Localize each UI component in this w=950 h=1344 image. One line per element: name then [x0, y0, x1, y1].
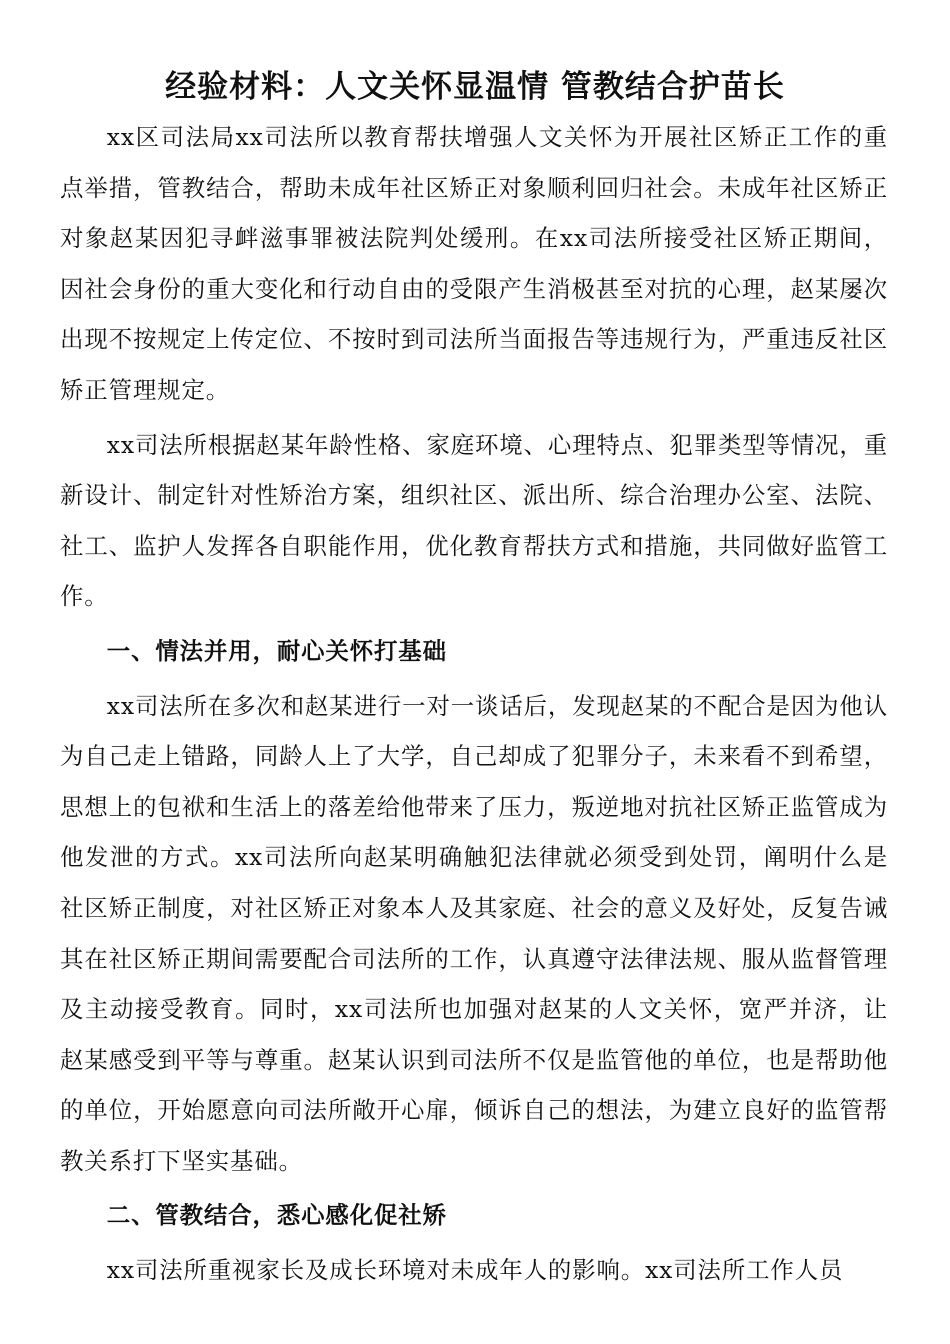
- document-body: [60, 112, 888, 1300]
- section-heading-1: 一、情法并用，耐心关怀打基础: [106, 636, 447, 665]
- paragraph-section-1: xx司法所在多次和赵某进行一对一谈话后，发现赵某的不配合是因为他认为自己走上错路，同龄人上了大学，自己却成了犯罪分子，未来看不到希望，思想上的包袱和生活上的落差给他带来了压力，叛逆地对抗社区矫正监管成为他发泄的方式。xx司法所向赵某明确触犯法律就必须受到处罚，阐明什么是社区矫正制度，对社区矫正对象本人及其家庭、社会的意义及好处，反复告诫其在社区矫正期间需要配合司法所的工作，认真遵守法律法规、服从监督管理及主动接受教育。同时，xx司法所也加强对赵某的人文关怀，宽严并济，让赵某感受到平等与尊重。赵某认识到司法所不仅是监管他的单位，也是帮助他的单位，开始愿意向司法所敞开心扉，倾诉自己的想法，为建立良好的监管帮教关系打下坚实基础。: [60, 691, 888, 1175]
- section-heading-2: 二、管教结合，悉心感化促社矫: [106, 1201, 447, 1230]
- paragraph-intro: xx区司法局xx司法所以教育帮扶增强人文关怀为开展社区矫正工作的重点举措，管教结合，帮助未成年社区矫正对象顺利回归社会。未成年社区矫正对象赵某因犯寻衅滋事罪被法院判处缓刑。在xx司法所接受社区矫正期间，因社会身份的重大变化和行动自由的受限产生消极甚至对抗的心理，赵某屡次出现不按规定上传定位、不按时到司法所当面报告等违规行为，严重违反社区矫正管理规定。: [60, 123, 888, 404]
- paragraph-section-2: xx司法所重视家长及成长环境对未成年人的影响。xx司法所工作人员: [106, 1256, 844, 1285]
- document-title: 经验材料：人文关怀显温情 管教结合护苗长: [165, 69, 785, 105]
- paragraph-plan: xx司法所根据赵某年龄性格、家庭环境、心理特点、犯罪类型等情况，重新设计、制定针对性矫治方案，组织社区、派出所、综合治理办公室、法院、社工、监护人发挥各自职能作用，优化教育帮扶方式和措施，共同做好监管工作。: [60, 430, 888, 611]
